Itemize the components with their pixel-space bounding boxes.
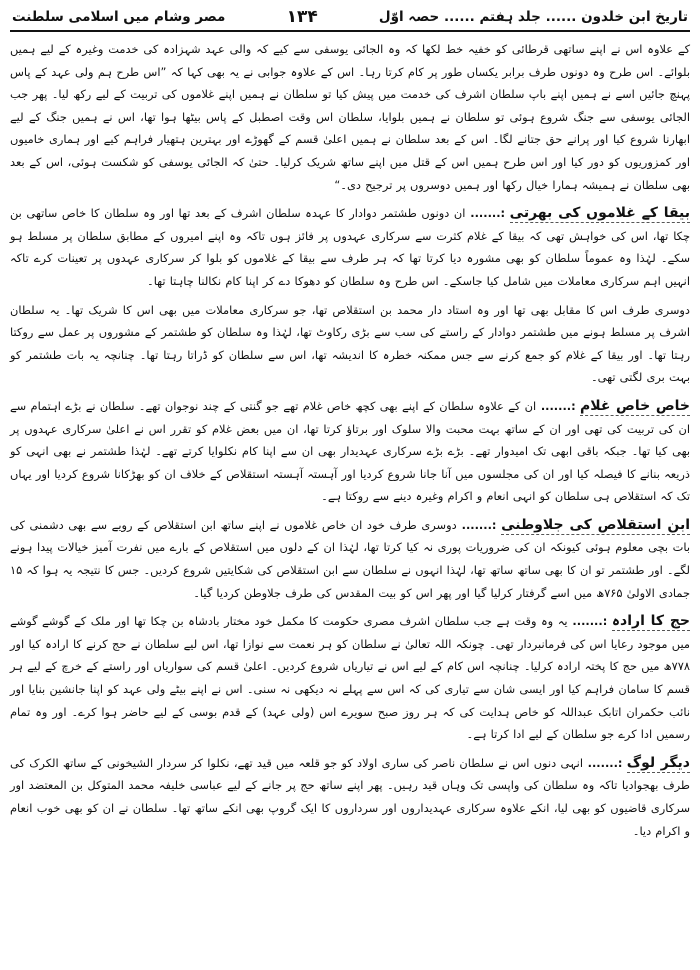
paragraph xyxy=(10,299,690,389)
paragraph xyxy=(10,514,690,604)
volume-label: جلد ہفتم xyxy=(479,9,541,25)
section-heading: بیقا کے غلاموں کی بھرتی xyxy=(509,205,691,222)
part-label: حصہ اوّل xyxy=(378,9,440,25)
paragraph-text: دوسری طرف اس کا مقابل بھی تھا اور وہ استاد دار محمد بن استقلاص تھا، جو سرکاری معاملات میں بھی اس کا شریک تھا۔ یہ سلطان اشرف پر مسلط ہونے میں طشتمر دوادار کے راستے کی سب سے بڑی رکاوٹ تھا، لہٰذا وہ سلطان کو طشتمر کے مشوروں پر عمل سے روکتا رہتا تھا۔ اور بیقا کے غلام کو جمع کرنے سے جس ممکنہ خطرہ کا اندیشہ تھا، اس سے سلطان کو ڈراتا رہتا تھا۔ چنانچہ یہ بات طشتمر کو بہت بری لگتی تھی۔ xyxy=(10,302,690,385)
book-title-group xyxy=(379,9,688,25)
header-separator: ...... xyxy=(443,9,475,25)
header-separator: ...... xyxy=(545,9,577,25)
page-body xyxy=(10,38,690,842)
running-header xyxy=(10,6,690,28)
paragraph-text: دوسری طرف خود ان خاص غلاموں نے اپنے ساتھ ابن استقلاص کے رویے سے بھی دشمنی کی بات بچی معلوم ہوئی کیونکہ ان کی ضروریات پوری نہ کیا کرتا تھا، لہٰذا ان کے دلوں میں استقلاص کے بارے میں نفرت آمیز خیالات پیدا ہونے لگے۔ اور طشتمر تو ان کا بھی ساتھ ساتھ تھا، لہٰذا انہوں نے سلطان سے ابن استقلاص کی شکایتیں شروع کردیں۔ جس کا نتیجہ یہ ہوا کہ ۱۵ جمادی الاولیٰ ۷۶۵ھ میں اسے گرفتار کرلیا گیا اور پھر اس کو بیت المقدس کی طرف جلاوطن کردیا گیا۔ xyxy=(10,517,690,600)
heading-separator: :....... xyxy=(583,755,623,770)
paragraph-text: یہ وہ وقت ہے جب سلطان اشرف مصری حکومت کا مکمل خود مختار بادشاہ بن چکا تھا اور ملک کے گوشے گوشے میں موجود رعایا اس کی فرمانبردار تھی۔ چونکہ اللہ تعالیٰ نے سلطان کو ہر نعمت سے نوازا تھا، اس لیے سلطان نے حج کرنے کا ارادہ کیا اور ۷۷۸ھ میں حج کا پختہ ارادہ کرلیا۔ چنانچہ اس کام کے لیے اس نے تیاریاں شروع کردیں۔ اعلیٰ قسم کی سواریاں اور راستے کے خرچ کے لیے ہر قسم کا سامان فراہم کیا اور ایسی شان سے تیاری کی کہ اس سے پہلے نہ دیکھی نہ سنی۔ اس نے اپنے بیٹے ولی عہد کو اپنا جانشین بنایا اور نائب حکمران اتابک عبداللہ کو خاص ہدایت کی کہ ہر روز صبح سویرے اس (ولی عہد) کے قدم بوسی کے لیے حاضر ہوا کرے۔ اور وہ تمام رسمیں ادا کرے جو سلطان کے لیے ادا کرتا ہے۔ xyxy=(10,614,690,742)
paragraph-text: ان دونوں طشتمر دوادار کا عہدہ سلطان اشرف کے بعد تھا اور وہ سلطان کا خاص ساتھی بن چکا تھا، اس کی خواہش تھی کہ بیقا کے غلام کثرت سے سرکاری عہدوں پر فائز ہوں تاکہ وہ اپنے امیروں کے مطابق سلطان پر مسلط ہو سکے۔ لہٰذا وہ عموماً سلطان کو بھی مشورہ دیا کرتا تھا کہ ہر طرف سے بیقا کے غلاموں کو بلوا کر سرکاری عہدوں پر تعینات کرے تاکہ انہیں اہم سرکاری معاملات میں شامل کیا جاسکے۔ اس طرح وہ سلطان کو دھوکا دے کر اپنا کام نکالنا چاہتا تھا۔ xyxy=(10,206,690,288)
paragraph-text: انہی دنوں اس نے سلطان ناصر کی ساری اولاد کو جو قلعہ میں قید تھے، نکلوا کر سردار الشیخونی کے ساتھ الکرک کی طرف بھجوادیا تاکہ وہ سلطان کی واپسی تک وہاں قید رہیں۔ پھر اپنے ساتھ حج پر جانے کے لیے عباسی خلیفہ محمد المتوکل بن المعتضد اور سرکاری قاضیوں کو بھی لیا، انکے علاوہ سرکاری عہدیداروں اور سرداروں کا ایک گروپ بھی انکے ساتھ تھا۔ سلطان نے ان کو بھی خوب انعام و اکرام دیا۔ xyxy=(10,755,690,838)
heading-separator: :....... xyxy=(456,517,497,532)
paragraph xyxy=(10,38,690,196)
heading-separator: :....... xyxy=(465,206,506,221)
heading-separator: :....... xyxy=(567,614,608,629)
section-heading: ابن استقلاص کی جلاوطنی xyxy=(501,516,691,533)
section-heading: خاص خاص غلام xyxy=(580,397,691,414)
heading-separator: :....... xyxy=(536,398,576,413)
header-rule xyxy=(10,30,690,32)
paragraph xyxy=(10,752,690,842)
paragraph-text: ان کے علاوہ سلطان کے اپنے بھی کچھ خاص غلام تھے جو گنتی کے چند نوجوان تھے۔ سلطان نے بڑے اہتمام سے ان کی تربیت کی تھی اور ان کے ساتھ بہت محبت والا سلوک اور برتاؤ کرتا تھا، ان میں بعض غلام کو تقرر اس نے اعلیٰ سرکاری عہدوں پر بھی کیا تھا۔ جبکہ باقی ابھی تک امیدوار تھے۔ بڑے بڑے سرکاری عہدیدار بھی ان سے اپنا کام نکلوایا کرتے تھے۔ لہٰذا طشتمر نے بھی انہی کو ذریعہ بنانے کا فیصلہ کیا اور ان کی مجلسوں میں آنا جانا شروع کردیا اور آہستہ آہستہ استقلاص کے خلاف ان کو بھڑکانا شروع کردیا اور یہاں تک کہ استقلاص ہی سلطان کو انہی انعام و اکرام وغیرہ دینے سے روکتا ہے۔ xyxy=(10,398,690,504)
section-heading: دیگر لوگ xyxy=(626,754,690,771)
paragraph xyxy=(10,395,690,508)
section-heading: حج کا ارادہ xyxy=(611,613,691,630)
page-number: ۱۳۴ xyxy=(286,7,318,27)
book-title: تاریخ ابن خلدون xyxy=(581,9,688,25)
chapter-title: مصر وشام میں اسلامی سلطنت xyxy=(12,9,226,25)
paragraph xyxy=(10,202,690,292)
paragraph-text: کے علاوہ اس نے اپنے ساتھی قرطائی کو خفیہ خط لکھا کہ وہ الجائی یوسفی سے کیے کہ والی عہد شہزادہ کی خدمت وغیرہ کے لیے ہمیں بلوائے۔ اس طرح وہ دونوں طرف برابر یکساں طور پر کام کرتا رہا۔ اس کے علاوہ جوابی نے یہ بھی کہا کہ ”اس طرح ہم ولی عہد کے پاس پہنچ جائیں اسے نے ہمیں اپنے باپ سلطان اشرف کی خدمت میں پیش کیا تو سلطان نے ہمیں اپنے غلاموں کی تربیت کے لیے رکھ لیا۔ پھر جب الجائی یوسفی سے جنگ شروع ہوئی تو سلطان نے ہمیں بلوایا، سلطان اس وقت اصطبل کے پاس بیٹھا ہوا تھا، اس نے ہمیں جنگ کے لیے ابھارنا شروع کیا اور پرانے حق جتانے لگا۔ اس کے بعد سلطان نے ہمیں اعلیٰ قسم کے گھوڑے اور بہترین ہتھیار فراہم کیے اور ہماری خامیوں اور کمزوریوں کو دور کیا اور اس طرح ہمیں اس کے قتل میں اپنے ساتھ شریک کرلیا۔ حتیٰ کہ الجائی یوسفی کو شکست ہوئی، اس کے بعد بھی سلطان نے ہمیشہ ہمارا خیال رکھا اور ہمیں دوسروں پر ترجیح دی۔“ xyxy=(10,42,690,192)
paragraph xyxy=(10,610,690,746)
